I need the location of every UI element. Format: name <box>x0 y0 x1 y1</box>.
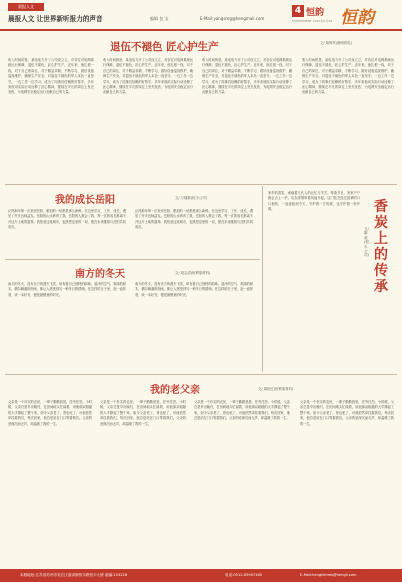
article-5-body: 家乡的香炭，承载着几代人的记忆与手艺。每逢节日，家家户户都会点上一炉，袅袅青烟带着祝福升起。这门技艺经过祖辈的口口相传，一直延续到今天，守护着一方传统，也守护着一份乡情。 <box>268 191 360 212</box>
article-3 <box>0 262 262 372</box>
footer-phone: 电话:0512-63907160 <box>225 572 263 577</box>
article-2 <box>0 187 258 257</box>
article-4-body-col4: 父亲是一个朴实的农民，一辈子勤勤恳恳，任劳任怨。小时候，父亲总是早出晚归，在田间地头忙碌着，用他那双粗糙的大手撑起了整个家。如今父亲老了，背也驼了，可他依然牵挂着我们，每次回家，他总是站在门口等着我们。父亲的爱深沉而无声，却温暖了我的一生。 <box>300 400 394 426</box>
article-5-byline: 文/ 陈 欢(恒丰公司) <box>364 227 369 258</box>
article-2-body: 记得那年第一次来到岳阳，眼前的一切都是那么新鲜。在这里学习、工作、成长，遇见了许多良师益友。岳阳的山水养育了我，岳阳的人教会了我，每一次的成长都离不开这片土地的滋养。我热爱这座城市，也感恩这里的一切，愿在未来继续与岳阳共同成长。 <box>8 209 126 230</box>
masthead-subtitle: 晨报人文 让世界新听报力的声音 <box>8 15 103 23</box>
article-1-body-col4: 收入时间的是，某电电力开了公司设立立，对各位对电网系统运行保障，退伍不褪色，匠心护生产。近年来，他扎根一线，对于自己的岗位，对于精益求精，不断学习，做好设备巡视维护，确保生产安全，对退伍不褪色的军人本色一直坚守。一边工作一边学习，成为了同事们信赖的好帮手，多年来他用实际行动诠释了匠心精神，继续在平凡的岗位上发光发热，为电网安全稳定运行贡献自己的力量。 <box>302 58 394 95</box>
article-1 <box>0 33 402 181</box>
header-rule <box>0 29 402 31</box>
divider-1 <box>5 184 397 185</box>
section-name: 恒韵 <box>306 8 325 18</box>
article-3-body: 南方的冬天，没有北方的漫天飞雪，却有着自己独特的韵味。湿冷的空气，常绿的树木，偶尔飘落的细雨，都让人感受到另一种冬日的情调。在这样的日子里，泡一壶热茶，读一本好书，便是最惬意的时光。 <box>8 282 126 297</box>
supplement-date: SUPPLEMENT 2020年6月28 <box>292 19 333 23</box>
masthead <box>0 0 402 36</box>
article-4-body: 父亲是一个朴实的农民，一辈子勤勤恳恳，任劳任怨。小时候，父亲总是早出晚归，在田间地头忙碌着，用他那双粗糙的大手撑起了整个家。如今父亲老了，背也驼了，可他依然牵挂着我们，每次回家，他总是站在门口等着我们。父亲的爱深沉而无声，却温暖了我的一生。 <box>8 400 92 426</box>
article-1-body: 收入时间的是，某电电力开了公司设立立，对各位对电网系统运行保障，退伍不褪色，匠心护生产。近年来，他扎根一线，对于自己的岗位，对于精益求精，不断学习，做好设备巡视维护，确保生产安全，对退伍不褪色的军人本色一直坚守。一边工作一边学习，成为了同事们信赖的好帮手，多年来他用实际行动诠释了匠心精神，继续在平凡的岗位上发光发热，为电网安全稳定运行贡献自己的力量。 <box>8 58 94 95</box>
article-4-body-col2: 父亲是一个朴实的农民，一辈子勤勤恳恳，任劳任怨。小时候，父亲总是早出晚归，在田间地头忙碌着，用他那双粗糙的大手撑起了整个家。如今父亲老了，背也驼了，可他依然牵挂着我们，每次回家，他总是站在门口等着我们。父亲的爱深沉而无声，却温暖了我的一生。 <box>100 400 186 426</box>
column-divider <box>262 186 263 372</box>
footer-email: E-Mail:henghlimes@hengli.com <box>300 572 357 577</box>
divider-3 <box>5 374 397 375</box>
article-3-byline: 文/ 周志清(恒利原材料) <box>175 271 211 275</box>
article-4-title: 我的老父亲 <box>150 385 200 396</box>
article-1-body-col3: 收入时间的是，某电电力开了公司设立立，对各位对电网系统运行保障，退伍不褪色，匠心护生产。近年来，他扎根一线，对于自己的岗位，对于精益求精，不断学习，做好设备巡视维护，确保生产安全，对退伍不褪色的军人本色一直坚守。一边工作一边学习，成为了同事们信赖的好帮手，多年来他用实际行动诠释了匠心精神，继续在平凡的岗位上发光发热，为电网安全稳定运行贡献自己的力量。 <box>202 58 292 95</box>
article-4 <box>0 376 402 566</box>
page-number: 4 <box>292 5 304 17</box>
article-1-body-col2: 收入时间的是，某电电力开了公司设立立，对各位对电网系统运行保障，退伍不褪色，匠心护生产。近年来，他扎根一线，对于自己的岗位，对于精益求精，不断学习，做好设备巡视维护，确保生产安全，对退伍不褪色的军人本色一直坚守。一边工作一边学习，成为了同事们信赖的好帮手，多年来他用实际行动诠释了匠心精神，继续在平凡的岗位上发光发热，为电网安全稳定运行贡献自己的力量。 <box>103 58 193 95</box>
article-3-body-col2: 南方的冬天，没有北方的漫天飞雪，却有着自己独特的韵味。湿冷的空气，常绿的树木，偶尔飘落的细雨，都让人感受到另一种冬日的情调。在这样的日子里，泡一壶热茶，读一本好书，便是最惬意的时光。 <box>135 282 253 297</box>
divider-2 <box>5 259 260 260</box>
article-3-title: 南方的冬天 <box>75 269 125 280</box>
editor-email: E-Mail:yangsmg@hengmail.com <box>200 16 265 21</box>
article-5-title: 香炭上的传承 <box>374 199 388 295</box>
article-4-byline: 文/ 周柏红(恒利原材料) <box>258 387 294 391</box>
article-5 <box>266 187 398 373</box>
masthead-logo: 晨报人文 <box>8 3 44 11</box>
article-1-title: 退伍不褪色 匠心护生产 <box>110 41 219 53</box>
brush-title: 恒韵 <box>340 8 374 28</box>
article-2-body-col2: 记得那年第一次来到岳阳，眼前的一切都是那么新鲜。在这里学习、工作、成长，遇见了许多良师益友。岳阳的山水养育了我，岳阳的人教会了我，每一次的成长都离不开这片土地的滋养。我热爱这座城市，也感恩这里的一切，愿在未来继续与岳阳共同成长。 <box>135 209 253 230</box>
article-2-title: 我的成长岳阳 <box>55 195 115 206</box>
article-1-byline: 文/ 周尚军(潮州供电) <box>320 41 352 45</box>
editor-label: 编辑 包 宝 <box>150 16 169 21</box>
article-4-body-col3: 父亲是一个朴实的农民，一辈子勤勤恳恳，任劳任怨。小时候，父亲总是早出晚归，在田间地头忙碌着，用他那双粗糙的大手撑起了整个家。如今父亲老了，背也驼了，可他依然牵挂着我们，每次回家，他总是站在门口等着我们。父亲的爱深沉而无声，却温暖了我的一生。 <box>194 400 290 421</box>
footer-bar <box>0 569 402 582</box>
article-2-byline: 文/ 万啸都(恒丰公司) <box>175 196 207 200</box>
footer-address: 本版地址:江苏省苏州市吴江区盛泽镇恒丰路恒丰大厦 邮编:215228 <box>20 572 128 577</box>
